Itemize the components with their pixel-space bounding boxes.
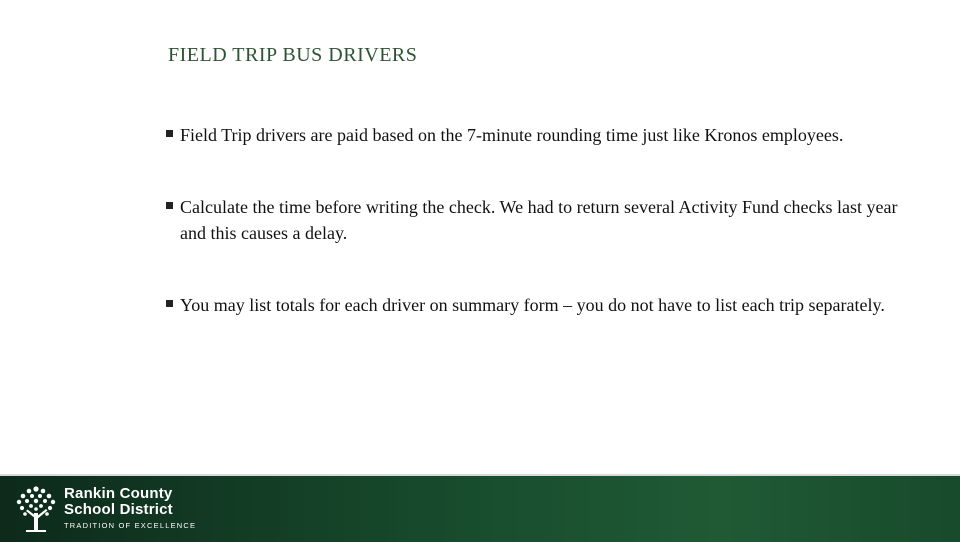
bullet-text: Field Trip drivers are paid based on the 7-minute rounding time just like Kronos employees. — [180, 125, 844, 145]
district-logo-text — [64, 486, 196, 532]
district-name-line1: Rankin County — [64, 485, 173, 502]
district-tagline: TRADITION OF EXCELLENCE — [64, 521, 197, 530]
bullet-item — [166, 292, 885, 318]
tree-icon — [14, 485, 58, 533]
district-logo — [14, 484, 196, 534]
bullet-marker-icon — [166, 130, 173, 137]
bullet-marker-icon — [166, 300, 173, 307]
bullet-item — [166, 194, 926, 246]
footer-bar — [0, 474, 960, 542]
district-name-line2: School District — [64, 501, 173, 518]
bullet-text: Calculate the time before writing the check. We had to return several Activity Fund checks last year and this causes a delay. — [180, 197, 898, 243]
bullet-marker-icon — [166, 202, 173, 209]
slide-title: FIELD TRIP BUS DRIVERS — [168, 44, 418, 66]
bullet-text: You may list totals for each driver on summary form – you do not have to list each trip separately. — [180, 295, 885, 315]
bullet-item — [166, 122, 843, 148]
